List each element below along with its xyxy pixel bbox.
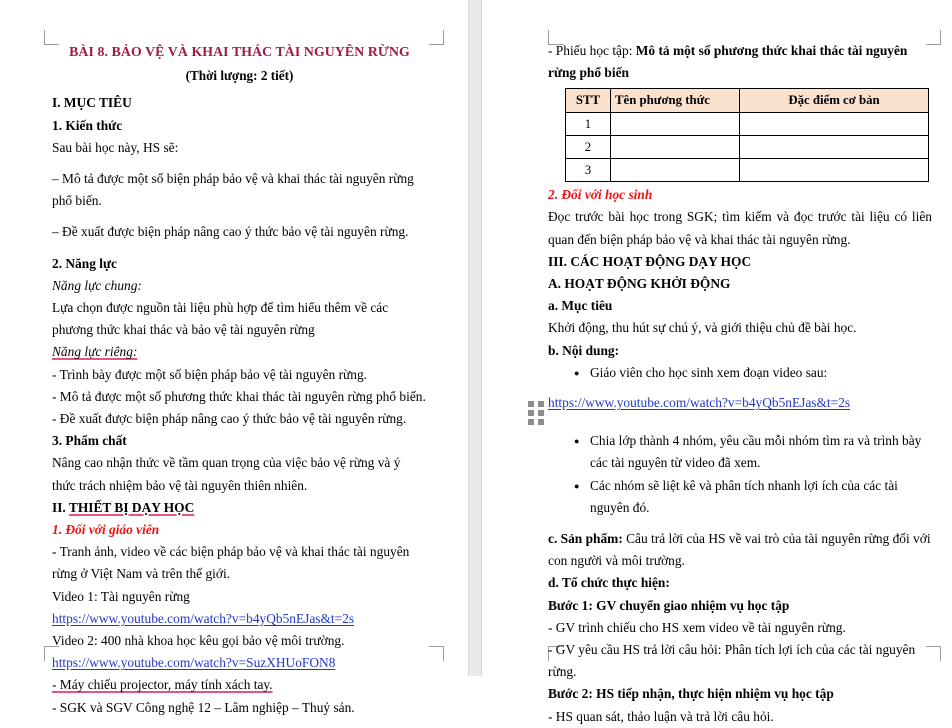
list-item <box>590 362 932 384</box>
video-1-label: Video 1: Tài nguyên rừng <box>52 588 190 604</box>
anchor-dot <box>528 401 534 407</box>
anchor-dot <box>528 419 534 425</box>
san-pham-text: Câu trả lời của HS về vai trò của tài nguyên rừng đối với con người và môi trường. <box>548 531 931 569</box>
heading-section-iii: III. CÁC HOẠT ĐỘNG DẠY HỌC <box>548 253 752 269</box>
text-pham-chat: Nâng cao nhận thức về tầm quan trọng của việc bảo vệ rừng và ý thức trách nhiệm bảo vệ tài nguyên thiên nhiên. <box>52 455 401 493</box>
video-1-link-row <box>52 608 427 630</box>
noi-dung-video-url[interactable]: https://www.youtube.com/watch?v=b4yQb5nEJas&t=2s <box>548 395 851 411</box>
heading-muc-tieu: I. MỤC TIÊU <box>52 95 132 111</box>
heading-thiet-bi <box>52 497 427 519</box>
noi-dung-bullet-list-1 <box>548 362 932 384</box>
anchor-dot <box>538 419 544 425</box>
nang-luc-rieng-item-1: - Trình bày được một số biện pháp bảo vệ tài nguyên rừng. <box>52 366 368 382</box>
noi-dung-link-row <box>548 392 932 414</box>
noi-dung-bullet-2-text: Chia lớp thành 4 nhóm, yêu cầu mỗi nhóm tìm ra và trình bày các tài nguyên từ video đã xem. <box>590 433 922 471</box>
table-cell-name[interactable] <box>611 135 740 158</box>
crop-mark-bottom-right <box>429 646 444 661</box>
heading-buoc-2: Bước 2: HS tiếp nhận, thực hiện nhiệm vụ học tập <box>548 686 834 702</box>
noi-dung-bullet-3-text: Các nhóm sẽ liệt kê và phân tích nhanh lợi ích của các tài nguyên đó. <box>590 477 898 515</box>
buoc-2-item-1: - HS quan sát, thảo luận và trả lời câu hỏi. <box>548 708 774 724</box>
worksheet-title: Mô tả một số phương thức khai thác tài nguyên rừng phổ biến <box>548 43 908 81</box>
san-pham-line <box>548 528 932 572</box>
object-anchor-handle-icon[interactable] <box>528 401 544 425</box>
table-cell-name[interactable] <box>611 112 740 135</box>
text-doi-voi-hoc-sinh: Đọc trước bài học trong SGK; tìm kiếm và đọc trước tài liệu có liên quan đến biện pháp bảo vệ và khai thác tài nguyên rừng. <box>548 209 932 247</box>
label-nang-luc-rieng <box>52 341 427 363</box>
heading-kien-thuc: 1. Kiến thức <box>52 117 123 133</box>
table-cell-stt[interactable]: 2 <box>566 135 611 158</box>
table-cell-stt[interactable]: 1 <box>566 112 611 135</box>
anchor-dot <box>528 410 534 416</box>
text-nang-luc-chung: Lựa chọn được nguồn tài liệu phù hợp để tìm hiểu thêm về các phương thức khai thác và bảo vệ tài nguyên rừng <box>52 300 389 338</box>
worksheet-prefix: - Phiếu học tập: <box>548 43 636 58</box>
table-header-dac-diem: Đặc điểm cơ bản <box>740 89 929 112</box>
worksheet-line <box>548 40 932 84</box>
left-page-content <box>52 41 427 719</box>
heading-pham-chat: 3. Phẩm chất <box>52 433 127 449</box>
label-nang-luc-chung: Năng lực chung: <box>52 277 142 293</box>
heading-doi-voi-hoc-sinh: 2. Đối với học sinh <box>548 187 653 203</box>
heading-buoc-1: Bước 1: GV chuyển giao nhiệm vụ học tập <box>548 597 790 613</box>
worksheet-table-body <box>566 112 929 182</box>
video-2-url[interactable]: https://www.youtube.com/watch?v=SuzXHUoFON8 <box>52 655 336 671</box>
heading-thiet-bi-prefix: II. <box>52 499 69 515</box>
worksheet-table <box>565 88 929 182</box>
kien-thuc-item-1: – Mô tả được một số biện pháp bảo vệ và khai thác tài nguyên rừng phổ biến. <box>52 171 414 209</box>
giao-vien-line-1: - Tranh ảnh, video về các biện pháp bảo vệ và khai thác tài nguyên rừng ở Việt Nam và trên thế giới. <box>52 544 410 582</box>
worksheet-table-head <box>566 89 929 112</box>
table-header-stt: STT <box>566 89 611 112</box>
anchor-dot <box>538 410 544 416</box>
kien-thuc-intro: Sau bài học này, HS sẽ: <box>52 139 179 155</box>
heading-noi-dung-b: b. Nội dung: <box>548 342 620 358</box>
list-item <box>590 475 932 519</box>
table-cell-desc[interactable] <box>740 112 929 135</box>
table-cell-desc[interactable] <box>740 135 929 158</box>
table-row <box>566 135 929 158</box>
heading-thiet-bi-text: THIẾT BỊ DẠY HỌC <box>68 499 195 515</box>
nang-luc-rieng-item-2: - Mô tả được một số phương thức khai thác tài nguyên rừng phổ biến. <box>52 388 426 404</box>
crop-mark-top-right <box>429 30 444 45</box>
noi-dung-bullet-1-text: Giáo viên cho học sinh xem đoạn video sau: <box>590 364 828 380</box>
label-nang-luc-rieng-text: Năng lực riêng: <box>52 344 138 360</box>
table-header-ten-phuong-thuc: Tên phương thức <box>611 89 740 112</box>
text-muc-tieu-a: Khởi động, thu hút sự chú ý, và giới thiệu chủ đề bài học. <box>548 320 857 336</box>
buoc-1-item-1: - GV trình chiếu cho HS xem video về tài nguyên rừng. <box>548 619 846 635</box>
equipment-line: - Máy chiếu projector, máy tính xách tay. <box>52 677 273 693</box>
right-page-content <box>548 40 932 728</box>
list-item <box>590 430 932 474</box>
noi-dung-bullet-list-2 <box>548 430 932 519</box>
heading-nang-luc: 2. Năng lực <box>52 255 117 271</box>
anchor-dot <box>538 401 544 407</box>
page-left <box>0 0 468 715</box>
table-row <box>566 112 929 135</box>
table-cell-stt[interactable]: 3 <box>566 159 611 182</box>
kien-thuc-item-2: – Đề xuất được biện pháp nâng cao ý thức bảo vệ tài nguyên rừng. <box>52 224 409 240</box>
document-subtitle: (Thời lượng: 2 tiết) <box>185 68 294 84</box>
table-cell-desc[interactable] <box>740 159 929 182</box>
video-1-url[interactable]: https://www.youtube.com/watch?v=b4yQb5nEJas&t=2s <box>52 610 355 626</box>
buoc-1-item-2: - GV yêu cầu HS trả lời câu hỏi: Phân tích lợi ích của các tài nguyên rừng. <box>548 642 916 680</box>
nang-luc-rieng-item-3: - Đề xuất được biện pháp nâng cao ý thức bảo vệ tài nguyên rừng. <box>52 411 407 427</box>
page-separator <box>468 0 482 676</box>
video-2-link-row <box>52 652 427 674</box>
heading-to-chuc-thuc-hien: d. Tổ chức thực hiện: <box>548 575 670 591</box>
textbook-line: - SGK và SGV Công nghệ 12 – Lâm nghiệp – Thuỷ sản. <box>52 699 355 715</box>
san-pham-label: c. Sản phẩm: <box>548 531 623 547</box>
table-row <box>566 159 929 182</box>
heading-section-a: A. HOẠT ĐỘNG KHỞI ĐỘNG <box>548 276 731 292</box>
table-header-row <box>566 89 929 112</box>
document-title: BÀI 8. BẢO VỆ VÀ KHAI THÁC TÀI NGUYÊN RỪNG <box>69 44 410 59</box>
video-2-label: Video 2: 400 nhà khoa học kêu gọi bảo vệ môi trường. <box>52 633 345 649</box>
table-cell-name[interactable] <box>611 159 740 182</box>
heading-doi-voi-giao-vien: 1. Đối với giáo viên <box>52 522 160 538</box>
heading-muc-tieu-a: a. Mục tiêu <box>548 298 613 314</box>
